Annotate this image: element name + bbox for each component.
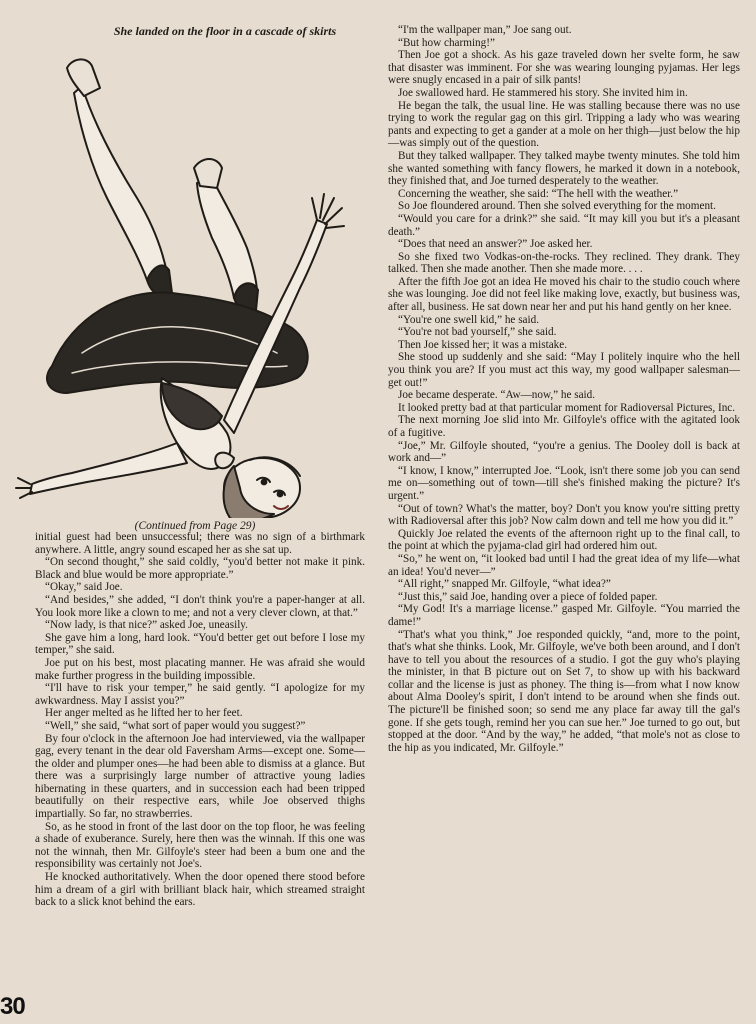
paragraph: Joe swallowed hard. He stammered his story. She invited him in. bbox=[398, 86, 688, 99]
right-text-column bbox=[388, 24, 740, 754]
paragraph: The next morning Joe slid into Mr. Gilfoyle's office with the agitated look of a fugitive. bbox=[388, 414, 740, 439]
page-number: 30 bbox=[0, 993, 25, 1020]
paragraph: Then Joe got a shock. As his gaze traveled down her svelte form, he saw that disaster was imminent. For she was wearing lounging pyjamas. Her legs were snugly encased in a pair of silk pants! bbox=[388, 49, 740, 87]
paragraph: “Now lady, is that nice?” asked Joe, uneasily. bbox=[45, 619, 248, 632]
paragraph: “You're one swell kid,” he said. bbox=[398, 313, 540, 326]
paragraph: Concerning the weather, she said: “The hell with the weather.” bbox=[398, 187, 679, 200]
illustration-caption: She landed on the floor in a cascade of skirts bbox=[113, 24, 337, 38]
paragraph: “Joe,” Mr. Gilfoyle shouted, “you're a genius. The Dooley doll is back at work and—” bbox=[388, 439, 740, 465]
paragraph: So Joe floundered around. Then she solved everything for the moment. bbox=[398, 200, 716, 213]
continued-from-note: (Continued from Page 29) bbox=[134, 520, 256, 532]
paragraph: “Out of town? What's the matter, boy? Don't you know you're sitting pretty with Radioversal after this job? Now calm down and tell me how you did it.” bbox=[388, 502, 740, 528]
paragraph: “Just this,” said Joe, handing over a piece of folded paper. bbox=[398, 590, 658, 603]
paragraph: She gave him a long, hard look. “You'd better get out before I lose my temper,” she said. bbox=[35, 631, 365, 657]
paragraph: “I know, I know,” interrupted Joe. “Look, isn't there some job you can send me on—something out of town—till she's finished making the picture? It's urgent.” bbox=[388, 464, 740, 502]
paragraph: But they talked wallpaper. They talked maybe twenty minutes. She told him she wanted something with fancy flowers, he marked it down in a notebook, they finished that, and Joe turned desperately to the weather. bbox=[388, 149, 740, 188]
paragraph: “All right,” snapped Mr. Gilfoyle, “what idea?” bbox=[398, 578, 611, 591]
paragraph: “You're not bad yourself,” she said. bbox=[398, 326, 557, 339]
paragraph: It looked pretty bad at that particular moment for Radioversal Pictures, Inc. bbox=[398, 401, 736, 414]
paragraph: Then Joe kissed her; it was a mistake. bbox=[398, 338, 568, 351]
paragraph: “But how charming!” bbox=[398, 36, 495, 49]
paragraph: So she fixed two Vodkas-on-the-rocks. They reclined. They drank. They talked. Then she made another. Then she made more. . . . bbox=[388, 250, 740, 276]
paragraph: “Does that need an answer?” Joe asked her. bbox=[398, 238, 593, 251]
paragraph: Joe became desperate. “Aw—now,” he said. bbox=[398, 389, 596, 402]
paragraph: “I'm the wallpaper man,” Joe sang out. bbox=[398, 24, 572, 36]
paragraph: Joe put on his best, most placating manner. He was afraid she would make further progress in the building impossible. bbox=[35, 656, 365, 682]
paragraph: “And besides,” she added, “I don't think you're a paper-hanger at all. You look more like a clown to me; and not a very clever clown, at that.” bbox=[35, 593, 365, 619]
paragraph: Quickly Joe related the events of the afternoon right up to the final call, to the point at which the pyjama-clad girl had ordered him out. bbox=[388, 527, 740, 553]
paragraph: “My God! It's a marriage license.” gasped Mr. Gilfoyle. “You married the dame!” bbox=[388, 603, 740, 628]
paragraph: “On second thought,” she said coldly, “you'd better not make it pink. Black and blue would be more appropriate.” bbox=[35, 556, 365, 581]
paragraph: Her anger melted as he lifted her to her feet. bbox=[45, 707, 243, 720]
paragraph: He began the talk, the usual line. He was stalling because there was no use trying to work the regular gag on this girl. Tripping a lady who was wearing pants and expecting to get a gander at a mole on her thigh—just below the hip—was simply out of the question. bbox=[388, 99, 740, 150]
paragraph: “That's what you think,” Joe responded quickly, “and, more to the point, that's what she thinks. Look, Mr. Gilfoyle, we've both been around, and I don't have to tell you about the resources of a studio. I got the guy who's playing the minister, in that B picture out on Set 7, to show up with his backward collar and the license is just as phoney. The thing is—from what I now know about Alma Dooley's spirit, I don't intend to be around when she finds out. The picture'll be finished soon; so send me any place far away till the gal's gone. If she gets tough, remind her you can sue her.” Joe turned to go out, but stopped at the door. “And by the way,” he added, “that mole's not as close to the hip as you indicated, Mr. Gilfoyle.” bbox=[388, 628, 740, 754]
paragraph: “Would you care for a drink?” she said. “It may kill you but it's a pleasant death.” bbox=[388, 212, 740, 238]
paragraph: So, as he stood in front of the last door on the top floor, he was feeling a shade of exuberance. Surely, here then was the winnah. If this one was not the winnah, then Mr. Gilfoyle's steer had been a bum one and the responsibility was certainly not Joe's. bbox=[35, 820, 365, 871]
paragraph: By four o'clock in the afternoon Joe had interviewed, via the wallpaper gag, every tenant in the dear old Faversham Arms—except one. Some—the older and plumper ones—he had been able to dismiss at a glance. But there was a surprisingly large number of attractive young ladies hibernating in these quarters, and in succession each had been tripped beautifully on their respective ears, while Joe observed thighs impartially. So far, no strawberries. bbox=[35, 732, 365, 821]
left-text-column bbox=[35, 531, 365, 909]
paragraph: She stood up suddenly and she said: “May I politely inquire who the hell you think you are? If you must act this way, my good wallpaper salesman—get out!” bbox=[388, 351, 740, 389]
falling-woman-illustration bbox=[12, 48, 364, 518]
paragraph: “Well,” she said, “what sort of paper would you suggest?” bbox=[45, 719, 306, 732]
paragraph: After the fifth Joe got an idea He moved his chair to the studio couch where she was lounging. Joe did not feel like making love, exactly, but business was, after all, business. He sat down near her and put his hand gently on her knee. bbox=[388, 275, 740, 314]
paragraph: “So,” he went on, “it looked bad until I had the great idea of my life—what an idea! You'd never—” bbox=[388, 552, 740, 578]
paragraph: “Okay,” said Joe. bbox=[45, 581, 123, 594]
paragraph: He knocked authoritatively. When the door opened there stood before him a dream of a girl with brilliant black hair, which streamed straight back to a slick knot behind the ears. bbox=[35, 871, 365, 909]
paragraph: initial guest had been unsuccessful; there was no sign of a birthmark anywhere. A little, angry sound escaped her as she sat up. bbox=[35, 531, 365, 556]
paragraph: “I'll have to risk your temper,” he said gently. “I apologize for my awkwardness. May I assist you?” bbox=[35, 682, 365, 707]
